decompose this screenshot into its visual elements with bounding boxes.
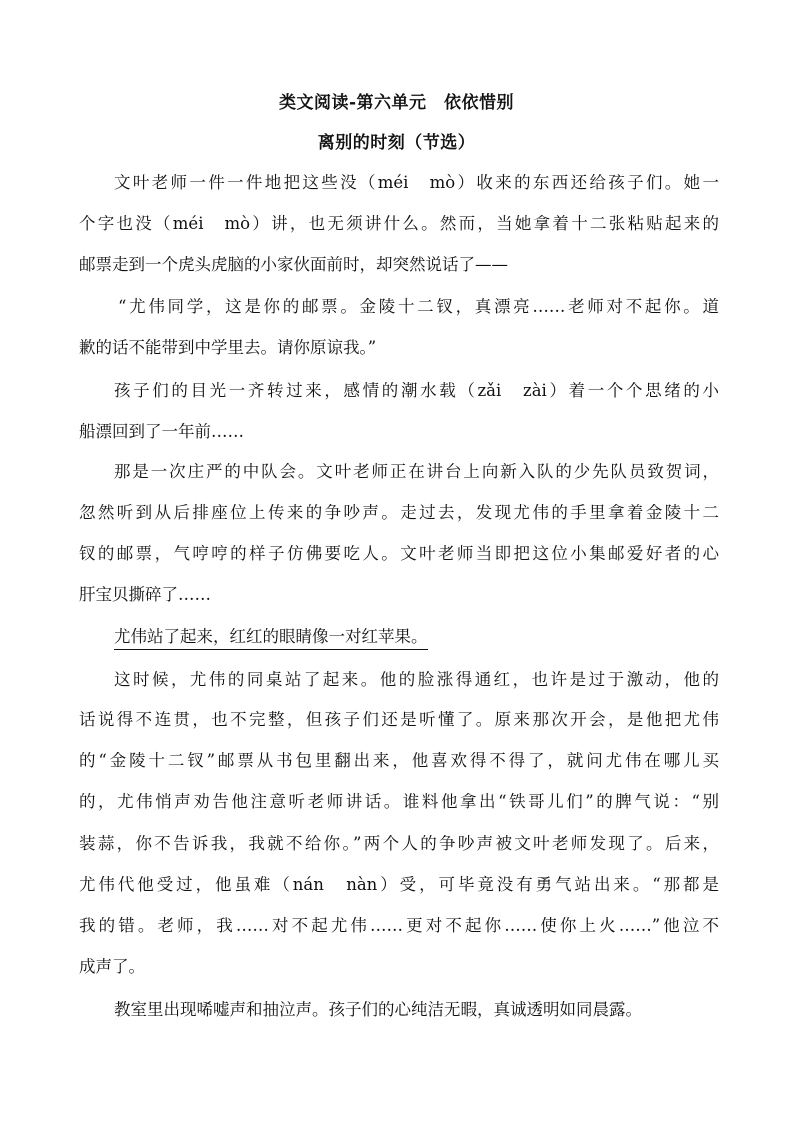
text-line: 邮票走到一个虎头虎脑的小家伙面前时，却突然说话了——: [79, 255, 508, 274]
text-line: 成声了。: [79, 957, 145, 976]
text-line: 船漂回到了一年前……: [79, 422, 244, 441]
text-line: 孩子们的目光一齐转过来，感情的潮水载（zǎi zài）着一个个思绪的小: [114, 381, 719, 400]
text-line: “尤伟同学，这是你的邮票。金陵十二钗，真漂亮……老师对不起你。道: [118, 297, 719, 316]
article-title: 离别的时刻（节选）: [317, 133, 476, 153]
text-line: 我的错。老师，我……对不起尤伟……更对不起你……使你上火……”他泣不: [79, 916, 719, 935]
text-line: 的“金陵十二钗”邮票从书包里翻出来，他喜欢得不得了，就问尤伟在哪儿买: [79, 751, 719, 770]
text-line: 肝宝贝撕碎了……: [79, 585, 211, 604]
text-line: 话说得不连贯，也不完整，但孩子们还是听懂了。原来那次开会，是他把尤伟: [79, 710, 719, 729]
text-line: 的，尤伟悄声劝告他注意听老师讲话。谁料他拿出“铁哥儿们”的脾气说：“别: [79, 792, 719, 811]
page-title: 类文阅读-第六单元 依依惜别: [278, 93, 515, 113]
text-line: 教室里出现唏嘘声和抽泣声。孩子们的心纯洁无暇，真诚透明如同晨露。: [114, 1000, 642, 1019]
text-line: 歉的话不能带到中学里去。请你原谅我。”: [79, 338, 377, 357]
text-line: 文叶老师一件一件地把这些没（méi mò）收来的东西还给孩子们。她一: [114, 173, 719, 192]
text-line: 装蒜，你不告诉我，我就不给你。”两个人的争吵声被文叶老师发现了。后来，: [79, 834, 719, 853]
underlined-sentence: [114, 626, 719, 650]
text-line: 那是一次庄严的中队会。文叶老师正在讲台上向新入队的少先队员致贺词，: [114, 462, 719, 481]
text-line: 这时候，尤伟的同桌站了起来。他的脸涨得通红，也许是过于激动，他的: [114, 670, 719, 689]
text-line: 个字也没（méi mò）讲，也无须讲什么。然而，当她拿着十二张粘贴起来的: [79, 214, 719, 233]
underlined-text: 尤伟站了起来，红红的眼睛像一对红苹果。: [114, 626, 428, 650]
text-line: 尤伟代他受过，他虽难（nán nàn）受，可毕竟没有勇气站出来。“那都是: [79, 875, 719, 894]
text-line: 忽然听到从后排座位上传来的争吵声。走过去，发现尤伟的手里拿着金陵十二: [79, 503, 719, 522]
text-line: 钗的邮票，气哼哼的样子仿佛要吃人。文叶老师当即把这位小集邮爱好者的心: [79, 544, 719, 563]
